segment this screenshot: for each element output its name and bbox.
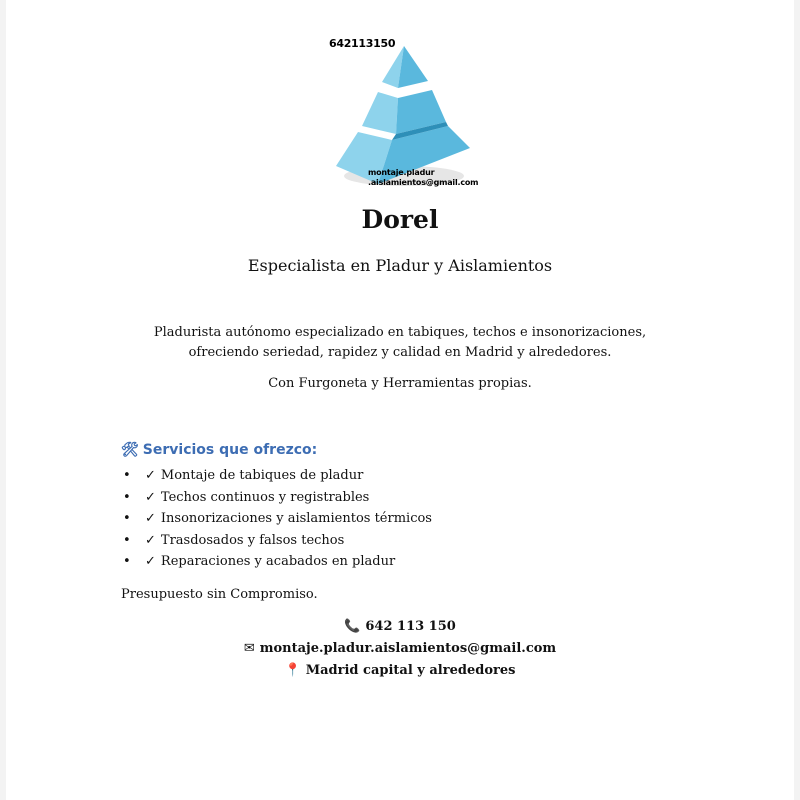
bullet-icon: • bbox=[123, 468, 131, 483]
bullet-icon: • bbox=[123, 489, 131, 505]
envelope-icon: ✉ bbox=[243, 641, 255, 656]
contact-phone-text: 642 113 150 bbox=[365, 619, 456, 634]
business-subtitle: Especialista en Pladur y Aislamientos bbox=[247, 256, 553, 275]
tools-icon: 🛠 bbox=[121, 442, 139, 458]
contact-phone bbox=[0, 619, 800, 634]
services-heading bbox=[121, 442, 317, 458]
contact-location bbox=[0, 663, 800, 678]
intro-description: Pladurista autónomo especializado en tabiques, techos e insonorizaciones, ofreciendo seriedad, rapidez y calidad en Madrid y alrededores. bbox=[153, 325, 647, 360]
phone-icon: 📞 bbox=[344, 619, 361, 634]
service-item bbox=[121, 508, 432, 530]
logo-phone-text: 642113150 bbox=[329, 37, 396, 50]
service-text: Reparaciones y acabados en pladur bbox=[160, 554, 396, 570]
vehicle-note: Con Furgoneta y Herramientas propias. bbox=[268, 376, 532, 391]
service-item bbox=[121, 530, 432, 552]
services-heading-text: Servicios que ofrezco: bbox=[142, 442, 318, 458]
service-item bbox=[121, 465, 432, 487]
service-text: Montaje de tabiques de pladur bbox=[160, 468, 364, 483]
contact-email-text: montaje.pladur.aislamientos@gmail.com bbox=[259, 641, 557, 656]
logo-email-line1: montaje.pladur bbox=[368, 168, 435, 177]
check-icon: ✓ bbox=[145, 468, 156, 483]
business-name: Dorel bbox=[361, 205, 439, 234]
service-item bbox=[121, 551, 432, 573]
services-list bbox=[121, 465, 432, 573]
pyramid-middle-tier bbox=[362, 92, 398, 134]
logo-email-line2: .aislamientos@gmail.com bbox=[368, 178, 479, 187]
service-text: Techos continuos y registrables bbox=[160, 489, 370, 505]
bullet-icon: • bbox=[123, 511, 131, 527]
service-text: Insonorizaciones y aislamientos térmicos bbox=[160, 511, 432, 527]
bullet-icon: • bbox=[123, 532, 131, 548]
location-pin-icon: 📍 bbox=[284, 663, 301, 678]
service-item bbox=[121, 487, 432, 509]
check-icon: ✓ bbox=[145, 511, 156, 527]
logo-email-text bbox=[368, 168, 478, 188]
check-icon: ✓ bbox=[145, 532, 156, 548]
service-text: Trasdosados y falsos techos bbox=[160, 532, 345, 548]
bullet-icon: • bbox=[123, 554, 131, 570]
budget-note: Presupuesto sin Compromiso. bbox=[121, 587, 318, 602]
contact-email bbox=[0, 641, 800, 656]
check-icon: ✓ bbox=[145, 554, 156, 570]
contact-location-text: Madrid capital y alrededores bbox=[305, 663, 516, 678]
check-icon: ✓ bbox=[145, 489, 156, 505]
